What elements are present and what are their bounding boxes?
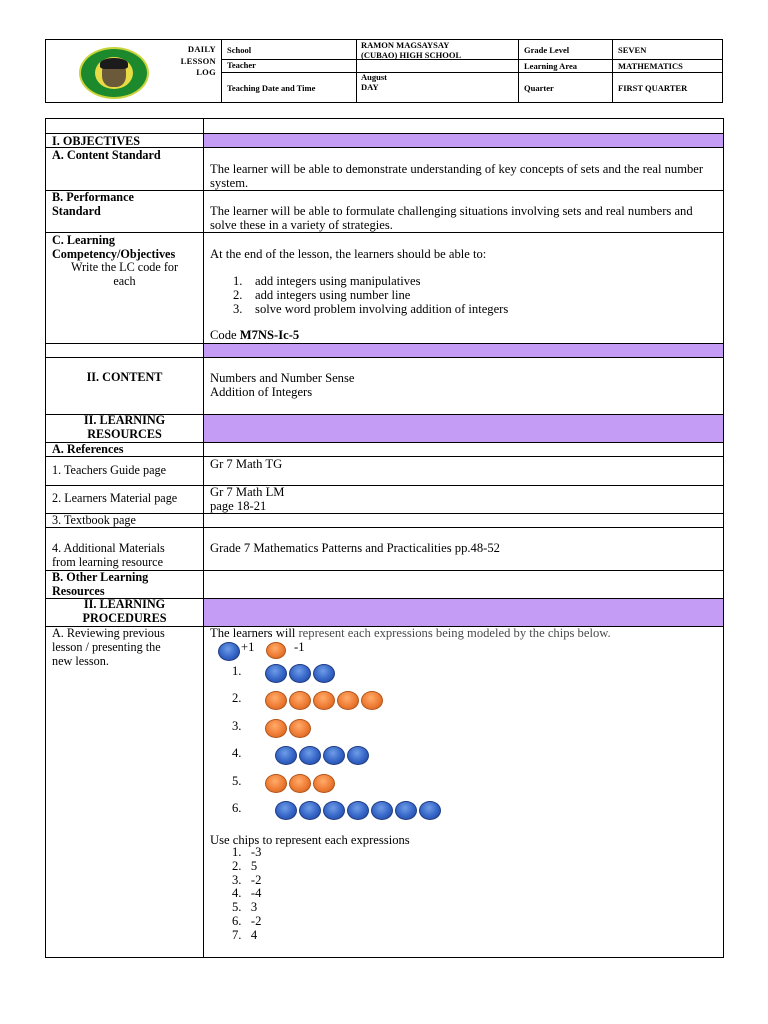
negative-chip-icon	[289, 774, 311, 793]
area-value: MATHEMATICS	[618, 61, 683, 71]
chip-row-number: 4.	[232, 746, 242, 760]
positive-chip-icon	[419, 801, 441, 820]
additional-materials-value: Grade 7 Mathematics Patterns and Practicalities pp.48-52	[210, 541, 500, 555]
daily-lesson-log-title: DAILY LESSON LOG	[180, 44, 216, 77]
chip-row-number: 6.	[232, 801, 242, 815]
positive-chip-icon	[347, 801, 369, 820]
negative-chip-icon	[313, 774, 335, 793]
negative-chip-icon	[289, 719, 311, 738]
learners-material-label: 2. Learners Material page	[52, 491, 178, 505]
negative-chip-icon	[265, 774, 287, 793]
school-value: RAMON MAGSAYSAY (CUBAO) HIGH SCHOOL	[361, 40, 462, 60]
chip-legend	[218, 640, 348, 660]
resources-band	[204, 414, 723, 442]
list-item: 5. 3	[232, 900, 258, 915]
positive-chip-icon	[265, 664, 287, 683]
positive-chip-icon	[275, 801, 297, 820]
textbook-label: 3. Textbook page	[52, 513, 136, 527]
performance-standard-text: The learner will be able to formulate challenging situations involving sets and real numbers and solve these in a variety of strategies.	[210, 204, 693, 232]
content-band	[204, 343, 723, 357]
positive-chip-icon	[275, 746, 297, 765]
negative-chip-icon	[289, 691, 311, 710]
positive-chip-icon	[299, 801, 321, 820]
chip-row-number: 2.	[232, 691, 242, 705]
list-item: 3. -2	[232, 872, 262, 887]
negative-chip-icon	[337, 691, 359, 710]
list-item: 2. add integers using number line	[233, 288, 411, 302]
date-label: Teaching Date and Time	[227, 83, 316, 93]
references-label: A. References	[52, 442, 124, 456]
negative-chip-icon	[266, 642, 286, 659]
chip-row-number: 1.	[232, 664, 242, 678]
content-heading: II. CONTENT	[86, 370, 163, 384]
list-item: 7. 4	[232, 927, 258, 942]
header-table	[45, 39, 723, 103]
expressions-list	[232, 846, 261, 943]
school-label: School	[227, 45, 252, 55]
school-logo	[79, 47, 149, 99]
positive-chip-icon	[289, 664, 311, 683]
list-item: 1. -3	[232, 845, 262, 859]
competency-label: C. Learning Competency/Objectives	[52, 233, 176, 261]
learners-material-value: Gr 7 Math LM page 18-21	[210, 485, 285, 513]
chip-row	[232, 746, 472, 764]
positive-chip-icon	[371, 801, 393, 820]
lc-code: Code M7NS-Ic-5	[210, 328, 300, 342]
legend-positive-label: +1	[241, 640, 255, 654]
competency-intro: At the end of the lesson, the learners should be able to:	[210, 247, 487, 261]
positive-chip-icon	[299, 746, 321, 765]
competency-note: Write the LC code for each	[70, 260, 179, 288]
content-standard-text: The learner will be able to demonstrate understanding of key concepts of sets and the real number system.	[210, 162, 704, 190]
objectives-heading: I. OBJECTIVES	[52, 134, 141, 148]
chip-row	[232, 664, 472, 682]
list-item: 1. add integers using manipulatives	[233, 274, 421, 288]
chip-row	[232, 691, 472, 709]
list-item: 6. -2	[232, 913, 262, 928]
procedures-heading: II. LEARNING PROCEDURES	[82, 597, 167, 625]
teacher-label: Teacher	[227, 60, 256, 70]
content-standard-label: A. Content Standard	[52, 148, 161, 162]
positive-chip-icon	[347, 746, 369, 765]
negative-chip-icon	[361, 691, 383, 710]
date-value: August DAY	[361, 72, 387, 92]
chip-row-number: 5.	[232, 774, 242, 788]
negative-chip-icon	[265, 691, 287, 710]
procedures-band	[204, 598, 723, 626]
positive-chip-icon	[323, 801, 345, 820]
positive-chip-icon	[323, 746, 345, 765]
content-text: Numbers and Number Sense Addition of Integers	[210, 371, 355, 399]
negative-chip-icon	[313, 691, 335, 710]
area-label: Learning Area	[524, 61, 577, 71]
performance-standard-label: B. Performance Standard	[52, 190, 134, 218]
negative-chip-icon	[265, 719, 287, 738]
chip-row-number: 3.	[232, 719, 242, 733]
objectives-band	[204, 133, 723, 147]
chip-models	[232, 664, 472, 824]
chip-row	[232, 719, 472, 737]
legend-negative-label: -1	[294, 640, 305, 654]
chips-instruction: Use chips to represent each expressions	[210, 833, 410, 847]
grade-label: Grade Level	[524, 45, 570, 55]
grade-value: SEVEN	[618, 45, 647, 55]
procedure-instruction: The learners will represent each expressions being modeled by the chips below.	[210, 626, 611, 640]
lesson-table	[45, 118, 724, 958]
quarter-value: FIRST QUARTER	[618, 83, 688, 93]
review-label: A. Reviewing previous lesson / presenting the new lesson.	[52, 626, 165, 668]
competency-list	[233, 274, 508, 316]
chip-row	[232, 801, 472, 819]
additional-materials-label: 4. Additional Materials from learning resource	[52, 541, 165, 569]
chip-row	[232, 774, 472, 792]
teachers-guide-label: 1. Teachers Guide page	[52, 463, 166, 477]
list-item: 2. 5	[232, 858, 258, 873]
positive-chip-icon	[218, 642, 240, 661]
list-item: 4. -4	[232, 886, 262, 901]
positive-chip-icon	[313, 664, 335, 683]
logo-cell	[46, 40, 221, 102]
quarter-label: Quarter	[524, 83, 554, 93]
positive-chip-icon	[395, 801, 417, 820]
list-item: 3. solve word problem involving addition of integers	[233, 302, 509, 316]
other-resources-label: B. Other Learning Resources	[52, 570, 149, 598]
resources-heading: II. LEARNING RESOURCES	[83, 413, 166, 441]
teachers-guide-value: Gr 7 Math TG	[210, 457, 283, 471]
